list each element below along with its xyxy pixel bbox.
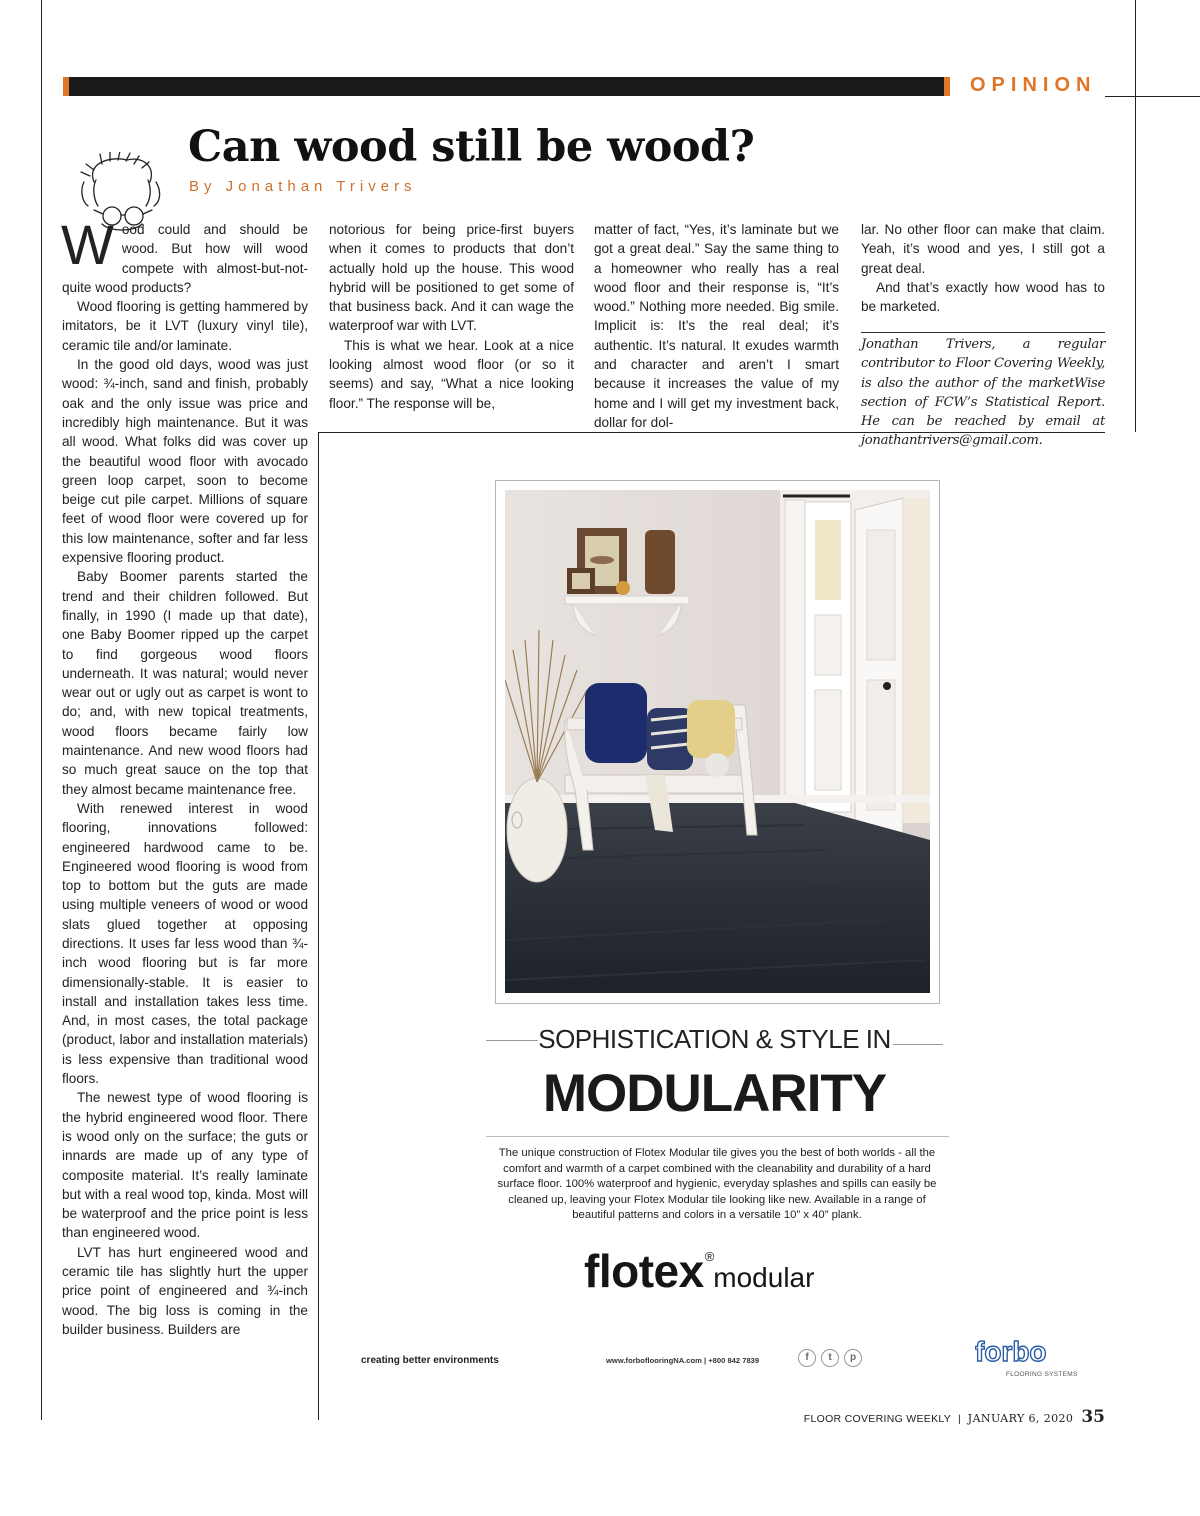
- article-paragraph: This is what we hear. Look at a nice looking almost wood floor (or so it seems) and say, “What a nice looking floor.” The response will be,: [329, 337, 574, 411]
- article-paragraph: LVT has hurt engineered wood and ceramic tile has slightly hurt the upper price point of engineered and ¾-inch wood. The big loss is coming in the builder business. Builders are: [62, 1244, 308, 1337]
- article-paragraph: The newest type of wood flooring is the hybrid engineered wood floor. There is wood only on the surface; the guts or innards are made up of any type of composite material. It’s really laminate but with a real wood top, kinda. Most will be waterproof and the price point is less than engineered wood.: [62, 1090, 308, 1241]
- article-paragraph: Wood flooring is getting hammered by imitators, be it LVT (luxury vinyl tile), ceramic tile and/or laminate.: [62, 299, 308, 353]
- section-label: OPINION: [970, 74, 1097, 96]
- article-paragraph: With renewed interest in wood flooring, innovations followed: engineered hardwood came to be. Engineered wood flooring is wood from top to bottom but the guts are made using multiple veneers of wood or wood slats glued together at opposing directions. It uses far less wood than ¾-inch wood flooring but is far more dimensionally-stable. It is easier to install and installation takes less time. And, in most cases, the total package (product, labor and installation materials) is less expensive than traditional wood floors.: [62, 800, 308, 1087]
- footer-publication: FLOOR COVERING WEEKLY: [803, 1413, 952, 1425]
- twitter-icon: t: [821, 1349, 839, 1367]
- ad-body-copy: The unique construction of Flotex Modular tile gives you the best of both worlds - all the comfort and warmth of a carpet combined with the cleanability and durability of a hard surface floor. 100% waterproof and hygienic, everyday splashes and spills can easily be cleaned up, leaving your Flotex Modular tile looking like new. Available in a range of beautiful patterns and colors in a versatile 10” x 40” plank.: [497, 1147, 937, 1222]
- forbo-logo: [975, 1335, 1057, 1372]
- ad-tagline: creating better environments: [361, 1355, 499, 1366]
- brand-name: flotex: [584, 1245, 704, 1297]
- footer-separator: |: [958, 1413, 961, 1425]
- forbo-subtitle: FLOORING SYSTEMS: [1006, 1371, 1078, 1378]
- ad-photo-entryway: [505, 490, 930, 993]
- registered-mark: ®: [704, 1249, 715, 1264]
- frame-line-left: [41, 0, 42, 1420]
- article-column-4: [861, 220, 1105, 316]
- forbo-logo-text: forbo: [975, 1336, 1047, 1367]
- flotex-modular-logo: [584, 1244, 814, 1298]
- ad-headline-main: MODULARITY: [542, 1064, 887, 1123]
- pinterest-icon: p: [844, 1349, 862, 1367]
- drop-cap: W: [61, 213, 114, 276]
- facebook-icon: f: [798, 1349, 816, 1367]
- article-paragraph: notorious for being price-first buyers when it comes to products that don’t actually hold up the house. This wood hybrid will be positioned to get some of that business back. And it can wage the waterproof war with LVT.: [329, 222, 574, 334]
- frame-line-col-divider: [318, 432, 319, 1420]
- article-lead: ood could and should be wood. But how will wood compete with almost-but-not-quite wood products?: [62, 222, 308, 295]
- page-footer: [804, 1407, 1105, 1427]
- article-paragraph: In the good old days, wood was just wood: ¾-inch, sand and finish, probably oak and the only issue was price and incredibly high maintenance. But it was all wood. What folks did was cover up the beautiful wood floor with avocado green loop carpet, soon to become beige cut pile carpet. Millions of square feet of wood floor were covered up for this low maintenance, softer and far less expensive flooring product.: [62, 357, 308, 566]
- ad-contact: www.forboflooringNA.com | +800 842 7839: [606, 1356, 760, 1365]
- section-bar-accent-left: [63, 77, 69, 96]
- page-number: 35: [1081, 1407, 1105, 1427]
- article-column-2: [329, 220, 574, 413]
- frame-line-header: [1105, 96, 1200, 97]
- article-column-1: [61, 213, 308, 1339]
- frame-line-right: [1135, 0, 1136, 432]
- article-byline: By Jonathan Trivers: [189, 178, 417, 195]
- ad-headline: SOPHISTICATION & STYLE IN: [538, 1024, 891, 1054]
- ad-divider: [486, 1136, 949, 1137]
- section-bar-accent-right: [944, 77, 950, 96]
- footer-date: JANUARY 6, 2020: [967, 1412, 1074, 1425]
- article-paragraph: matter of fact, “Yes, it’s laminate but we got a great deal.” Say the same thing to a homeowner who really has a real wood floor and their response is, “It’s wood.” Nothing more needed. Big smile. Implicit is: It’s the real deal; it’s authentic. It’s natural. It exudes warmth and character and aren’t I smart because it increases the value of my home and I will get my investment back, dollar for dol-: [594, 222, 839, 430]
- section-bar: [63, 77, 949, 96]
- author-bio: Jonathan Trivers, a regular contributor to Floor Covering Weekly, is also the author of the marketWise section of FCW’s Statistical Report. He can be reached by email at jonathantrivers@gmail.com.: [861, 337, 1105, 449]
- bio-divider: [861, 332, 1105, 333]
- brand-subname: modular: [713, 1262, 815, 1293]
- article-title: Can wood still be wood?: [188, 122, 755, 172]
- article-paragraph: And that’s exactly how wood has to be marketed.: [861, 279, 1105, 315]
- article-paragraph: lar. No other floor can make that claim. Yeah, it’s wood and yes, I still got a great deal.: [861, 222, 1105, 276]
- article-column-3: [594, 220, 839, 432]
- article-paragraph: Baby Boomer parents started the trend and their children followed. But finally, in 1990 (I made up that date), one Baby Boomer ripped up the carpet to find gorgeous wood floors underneath. It was natural; would never wear out or ugly out as carpet is wont to do; and, with new topical treatments, wood floors became fairly low maintenance. And new wood floors had so much great sauce on the top that they almost became maintenance free.: [62, 569, 308, 797]
